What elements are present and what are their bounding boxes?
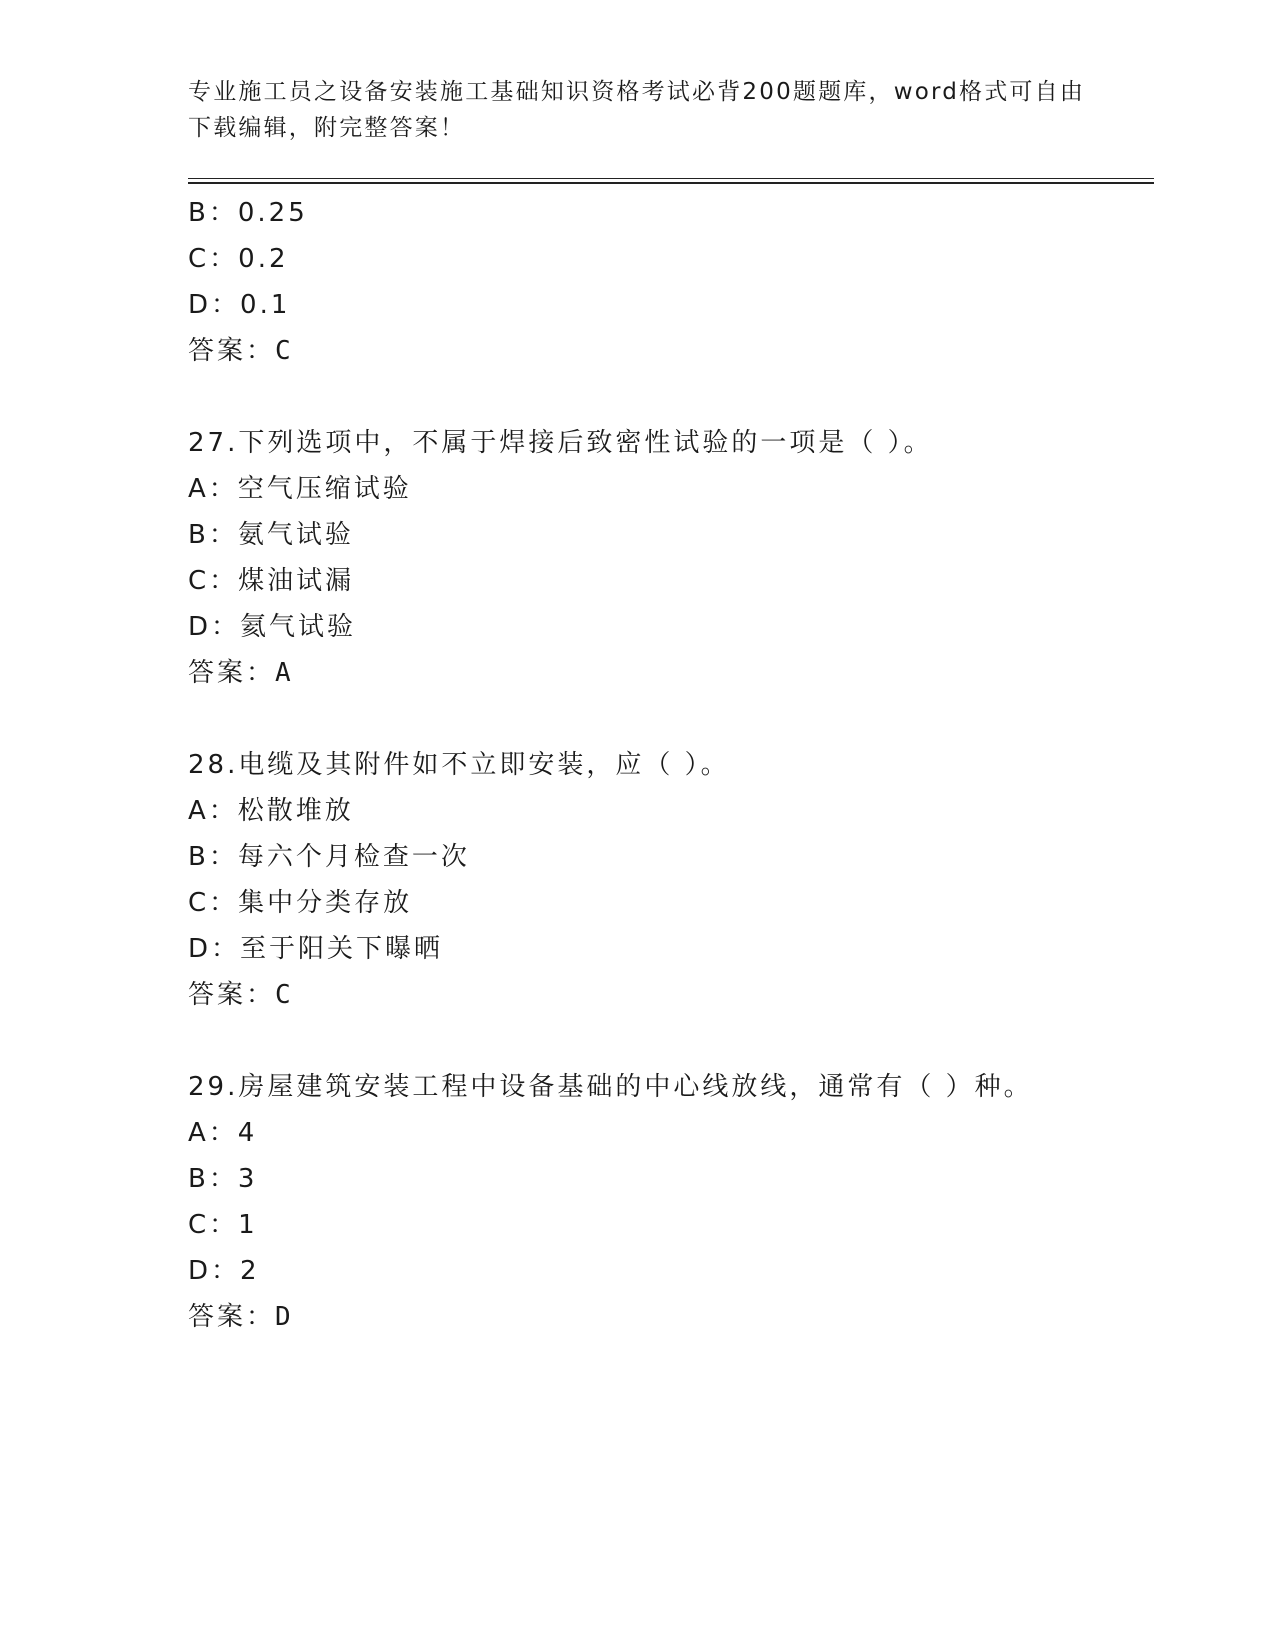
- spacer: [188, 1018, 1154, 1064]
- question-stem: 28.电缆及其附件如不立即安装，应（ ）。: [188, 750, 730, 780]
- option-letter: C：: [188, 244, 239, 274]
- option-b: [188, 190, 1154, 236]
- question-stem: 29.房屋建筑安装工程中设备基础的中心线放线，通常有（ ）种。: [188, 1072, 1033, 1102]
- option-b: [188, 512, 1154, 558]
- option-text: 0.2: [238, 244, 289, 274]
- option-text: 氦气试验: [240, 612, 357, 642]
- option-a: [188, 1110, 1154, 1156]
- option-letter: B：: [188, 520, 238, 550]
- option-text: 4: [237, 1118, 258, 1148]
- option-text: 氨气试验: [237, 520, 354, 550]
- option-a: [188, 466, 1154, 512]
- option-text: 空气压缩试验: [237, 474, 412, 504]
- question-27: [188, 420, 1154, 696]
- answer-value: D: [275, 1302, 291, 1332]
- question-29: [188, 1064, 1154, 1340]
- answer-line: [188, 972, 1154, 1018]
- header-line-1: 专业施工员之设备安装施工基础知识资格考试必背200题题库，word格式可自由: [188, 79, 1086, 105]
- document-header: [188, 74, 1088, 146]
- option-letter: B：: [188, 842, 238, 872]
- option-c: [188, 1202, 1154, 1248]
- answer-label: 答案：: [188, 1302, 276, 1332]
- answer-label: 答案：: [188, 658, 276, 688]
- spacer: [188, 374, 1154, 420]
- option-d: [188, 604, 1154, 650]
- answer-label: 答案：: [188, 336, 276, 366]
- option-c: [188, 558, 1154, 604]
- option-text: 1: [238, 1210, 258, 1240]
- option-text: 至于阳关下曝晒: [240, 934, 444, 964]
- answer-label: 答案：: [188, 980, 276, 1010]
- option-d: [188, 926, 1154, 972]
- option-letter: D：: [188, 1256, 241, 1286]
- option-c: [188, 880, 1154, 926]
- option-letter: B：: [188, 198, 238, 228]
- option-c: [188, 236, 1154, 282]
- header-divider-thin: [188, 178, 1154, 179]
- option-text: 2: [240, 1256, 260, 1286]
- option-letter: B：: [188, 1164, 238, 1194]
- option-letter: A：: [188, 1118, 238, 1148]
- question-list: [188, 190, 1154, 1340]
- header-line-2: 下载编辑，附完整答案！: [188, 115, 466, 141]
- option-text: 0.25: [237, 198, 308, 228]
- option-b: [188, 834, 1154, 880]
- option-letter: C：: [188, 1210, 239, 1240]
- answer-line: [188, 1294, 1154, 1340]
- option-letter: A：: [188, 474, 238, 504]
- option-text: 集中分类存放: [238, 888, 413, 918]
- header-divider-thick: [188, 182, 1154, 184]
- answer-line: [188, 650, 1154, 696]
- option-letter: C：: [188, 566, 239, 596]
- option-letter: A：: [188, 796, 238, 826]
- question-28: [188, 742, 1154, 1018]
- option-d: [188, 1248, 1154, 1294]
- spacer: [188, 696, 1154, 742]
- option-text: 松散堆放: [237, 796, 354, 826]
- option-b: [188, 1156, 1154, 1202]
- option-text: 每六个月检查一次: [237, 842, 470, 872]
- option-d: [188, 282, 1154, 328]
- question-carryover: [188, 190, 1154, 374]
- answer-value: C: [275, 980, 291, 1010]
- answer-value: A: [275, 658, 291, 688]
- option-text: 3: [237, 1164, 258, 1194]
- option-letter: D：: [188, 290, 241, 320]
- option-a: [188, 788, 1154, 834]
- option-letter: D：: [188, 612, 241, 642]
- question-stem: 27.下列选项中，不属于焊接后致密性试验的一项是（ ）。: [188, 428, 933, 458]
- answer-value: C: [275, 336, 291, 366]
- option-text: 煤油试漏: [238, 566, 355, 596]
- option-letter: D：: [188, 934, 241, 964]
- answer-line: [188, 328, 1154, 374]
- option-text: 0.1: [240, 290, 291, 320]
- option-letter: C：: [188, 888, 239, 918]
